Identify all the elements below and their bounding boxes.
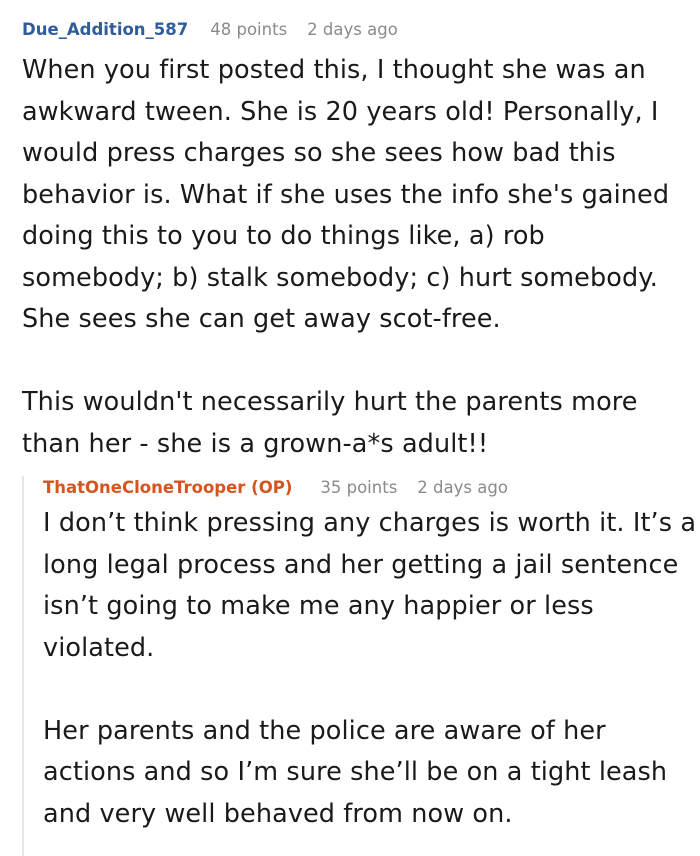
comment xyxy=(22,18,682,465)
comment-author-link[interactable]: Due_Addition_587 xyxy=(22,20,189,39)
comment-points: 48 points xyxy=(210,20,288,39)
reply-comment xyxy=(22,476,700,856)
reply-points: 35 points xyxy=(320,478,398,497)
reply-meta xyxy=(43,476,700,500)
comment-meta xyxy=(22,18,682,42)
comment-body xyxy=(22,50,682,465)
reply-author-link[interactable]: ThatOneCloneTrooper (OP) xyxy=(43,478,293,497)
reply-paragraph: Her parents and the police are aware of her actions and so I’m sure she’ll be on a tight leash and very well behaved from now on. xyxy=(43,715,668,829)
reply-body xyxy=(43,503,700,835)
reply-timestamp: 2 days ago xyxy=(417,478,508,497)
comment-paragraph: This wouldn't necessarily hurt the parents more than her - she is a grown-a*s adult!! xyxy=(22,387,638,459)
comment-timestamp: 2 days ago xyxy=(307,20,398,39)
comment-paragraph: When you first posted this, I thought she was an awkward tween. She is 20 years old! Personally, I would press charges so she sees how bad this behavior is. What if she uses the info she's gained doing this to you to do things like, a) rob somebody; b) stalk somebody; c) hurt somebody. She sees she can get away scot-free. xyxy=(22,55,670,334)
reply-paragraph: I don’t think pressing any charges is worth it. It’s a long legal process and her getting a jail sentence isn’t going to make me any happier or less violated. xyxy=(43,508,697,663)
